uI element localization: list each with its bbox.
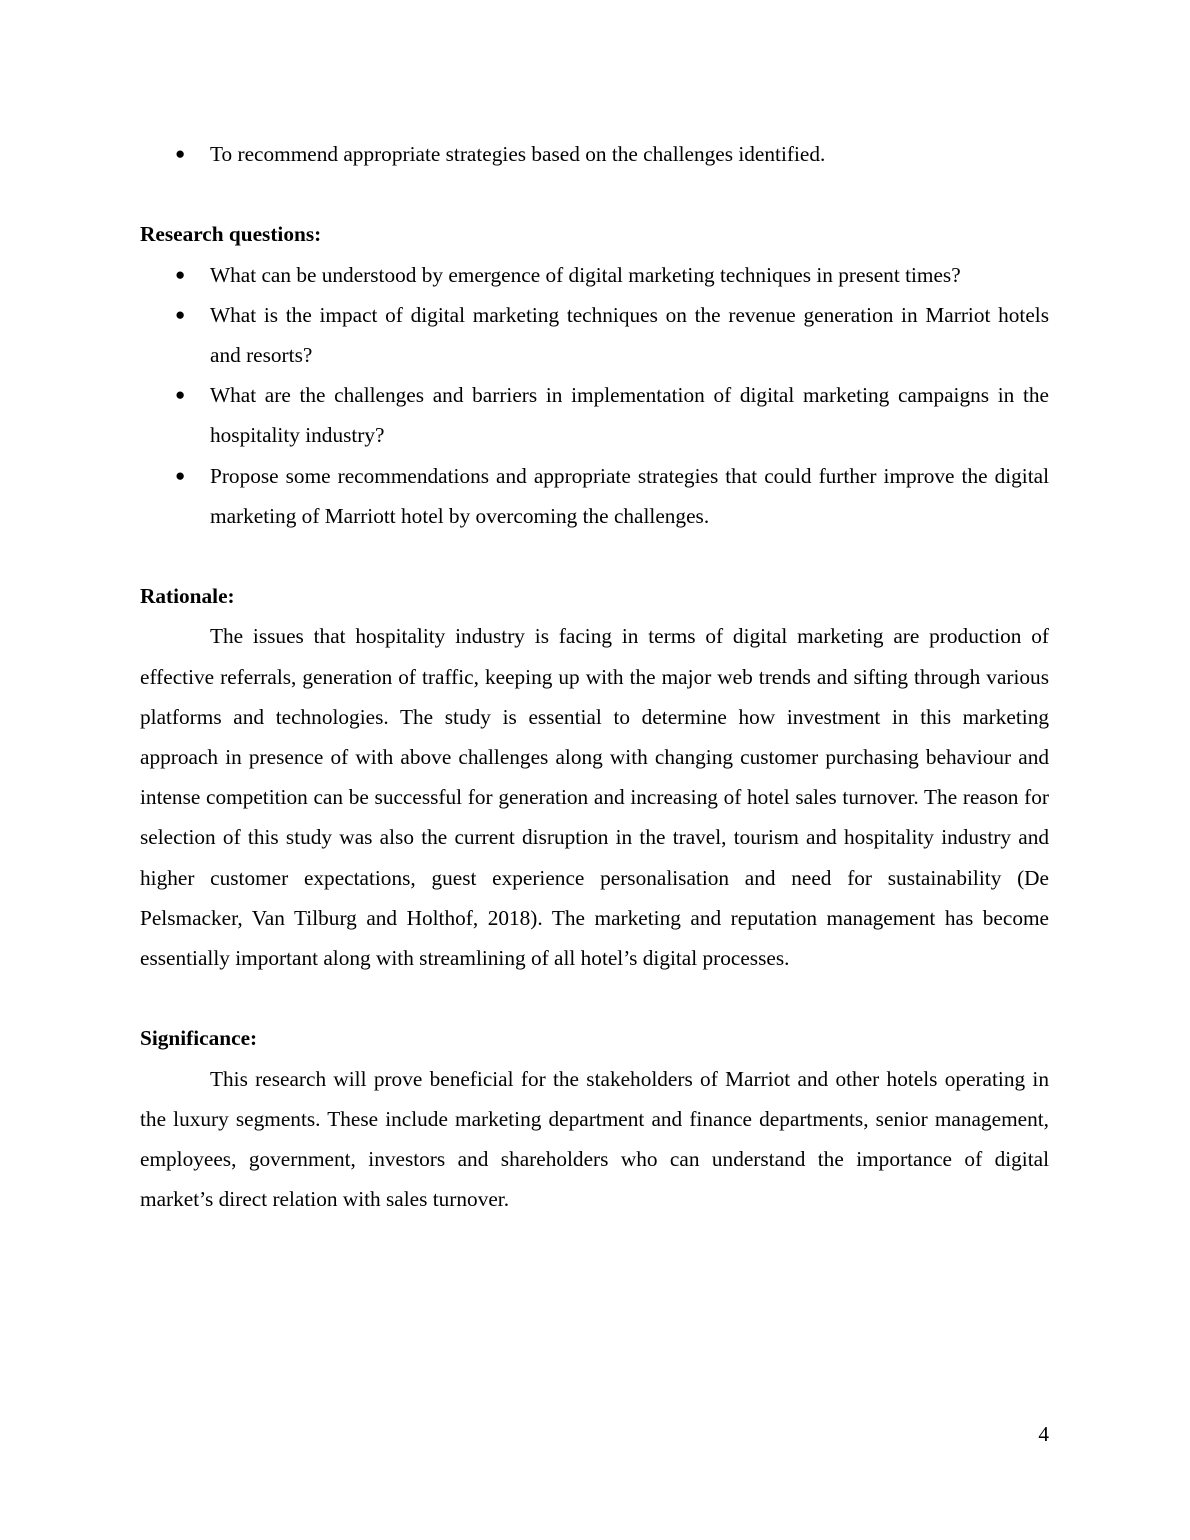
bullet-icon: ● bbox=[175, 144, 186, 163]
spacer bbox=[140, 536, 1049, 576]
bullet-text: To recommend appropriate strategies based on the challenges identified. bbox=[210, 142, 826, 166]
bullet-icon: ● bbox=[175, 465, 186, 485]
bullet-text: Propose some recommendations and appropriate strategies that could further improve the digital marketing of Marriott hotel by overcoming the challenges. bbox=[210, 463, 1049, 528]
intro-bullet-list bbox=[140, 134, 1049, 174]
list-item bbox=[140, 255, 1049, 295]
significance-heading: Significance: bbox=[140, 1026, 258, 1051]
list-item bbox=[140, 134, 1049, 174]
list-item bbox=[140, 456, 1049, 536]
bullet-icon: ● bbox=[175, 304, 186, 324]
bullet-icon: ● bbox=[175, 264, 186, 284]
page-number: 4 bbox=[1038, 1422, 1049, 1446]
spacer bbox=[140, 978, 1049, 1018]
research-questions-heading: Research questions: bbox=[140, 222, 322, 247]
significance-paragraph: This research will prove beneficial for the stakeholders of Marriot and other hotels operating in the luxury segments. These include marketing department and finance departments, senior management, employees, government, investors and shareholders who can understand the importance of digital market’s direct relation with sales turnover. bbox=[140, 1066, 1049, 1212]
bullet-icon: ● bbox=[175, 385, 186, 405]
rationale-heading: Rationale: bbox=[140, 584, 235, 609]
spacer bbox=[140, 174, 1049, 214]
bullet-text: What is the impact of digital marketing techniques on the revenue generation in Marriot hotels and resorts? bbox=[210, 302, 1049, 367]
list-item bbox=[140, 375, 1049, 455]
bullet-text: What are the challenges and barriers in implementation of digital marketing campaigns in the hospitality industry? bbox=[210, 383, 1049, 448]
page-content bbox=[140, 134, 1049, 1219]
list-item bbox=[140, 295, 1049, 375]
research-questions-list bbox=[140, 255, 1049, 536]
bullet-text: What can be understood by emergence of digital marketing techniques in present times? bbox=[210, 262, 961, 287]
rationale-paragraph: The issues that hospitality industry is facing in terms of digital marketing are production of effective referrals, generation of traffic, keeping up with the major web trends and sifting through various platforms and technologies. The study is essential to determine how investment in this marketing approach in presence of with above challenges along with changing customer purchasing behaviour and intense competition can be successful for generation and increasing of hotel sales turnover. The reason for selection of this study was also the current disruption in the travel, tourism and hospitality industry and higher customer expectations, guest experience personalisation and need for sustainability (De Pelsmacker, Van Tilburg and Holthof, 2018). The marketing and reputation management has become essentially important along with streamlining of all hotel’s digital processes. bbox=[140, 624, 1049, 971]
